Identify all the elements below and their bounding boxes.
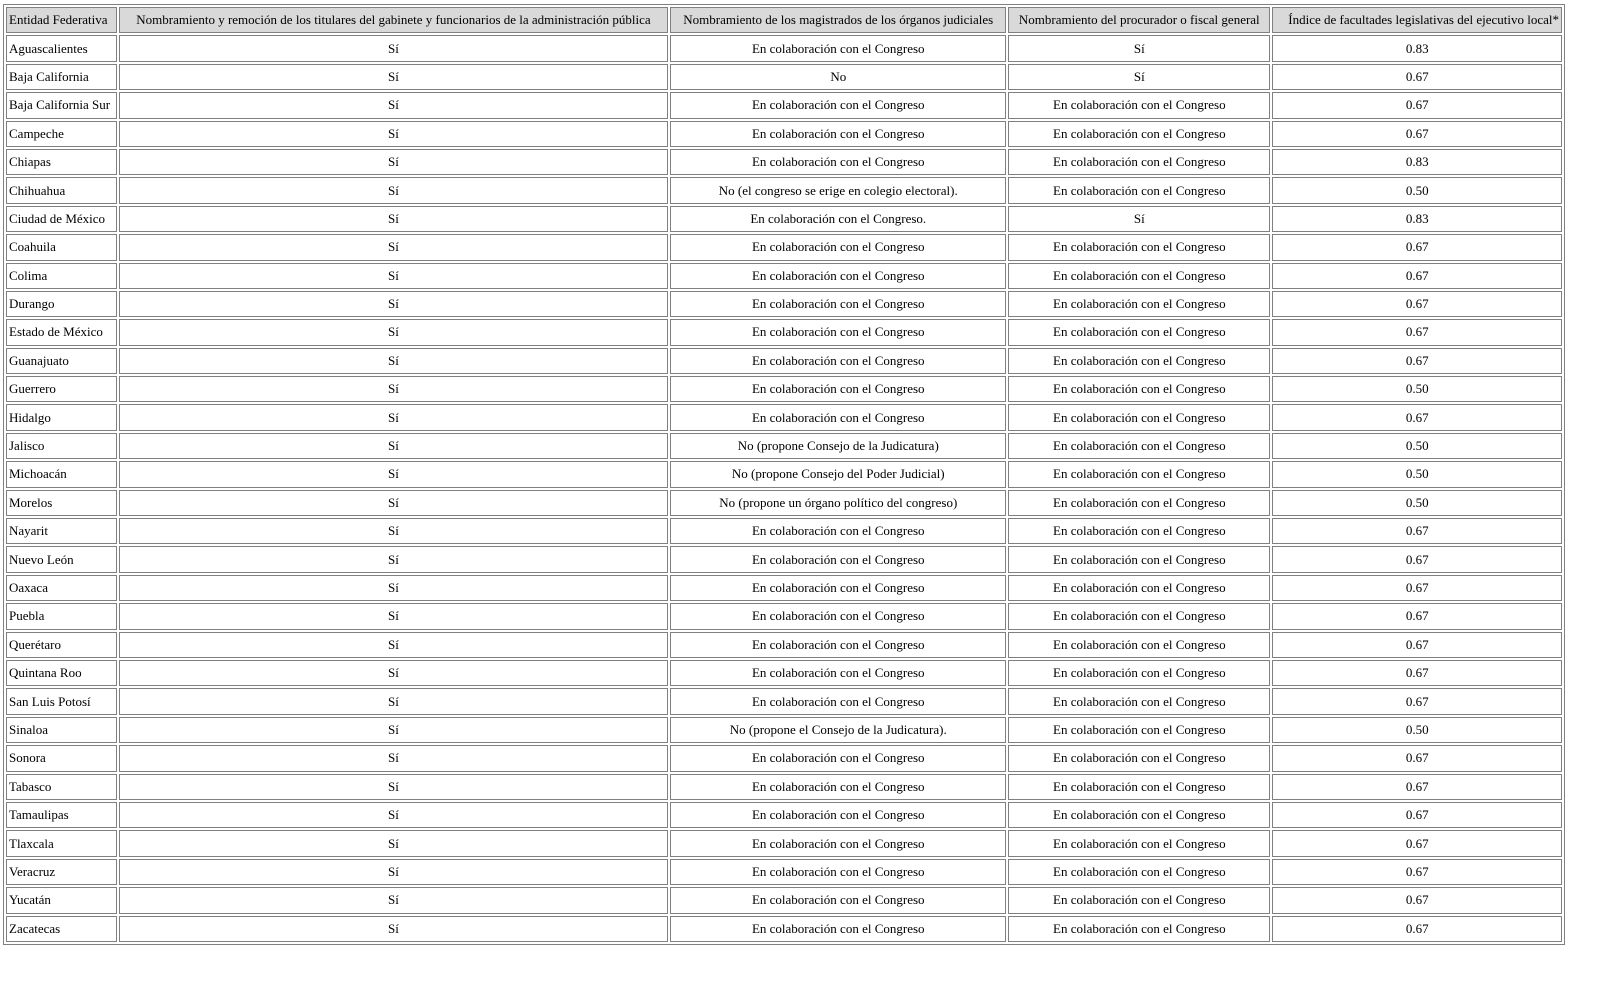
cell-magistrados: No (propone Consejo del Poder Judicial)	[670, 461, 1006, 487]
cell-entidad: Quintana Roo	[6, 660, 117, 686]
cell-indice: 0.67	[1272, 859, 1562, 885]
cell-indice: 0.67	[1272, 887, 1562, 913]
cell-gabinete: Sí	[119, 774, 669, 800]
header-row	[6, 7, 1562, 33]
cell-entidad: Coahuila	[6, 234, 117, 260]
cell-procurador: En colaboración con el Congreso	[1008, 376, 1270, 402]
cell-entidad: Tabasco	[6, 774, 117, 800]
cell-magistrados: En colaboración con el Congreso	[670, 234, 1006, 260]
table-row	[6, 887, 1562, 913]
cell-procurador: En colaboración con el Congreso	[1008, 802, 1270, 828]
cell-indice: 0.67	[1272, 603, 1562, 629]
cell-procurador: En colaboración con el Congreso	[1008, 348, 1270, 374]
cell-entidad: Durango	[6, 291, 117, 317]
cell-indice: 0.50	[1272, 717, 1562, 743]
cell-procurador: En colaboración con el Congreso	[1008, 916, 1270, 942]
cell-entidad: Ciudad de México	[6, 206, 117, 232]
cell-indice: 0.67	[1272, 660, 1562, 686]
cell-gabinete: Sí	[119, 376, 669, 402]
cell-procurador: En colaboración con el Congreso	[1008, 291, 1270, 317]
cell-indice: 0.50	[1272, 177, 1562, 203]
cell-procurador: En colaboración con el Congreso	[1008, 461, 1270, 487]
cell-gabinete: Sí	[119, 177, 669, 203]
cell-magistrados: En colaboración con el Congreso	[670, 660, 1006, 686]
cell-entidad: Veracruz	[6, 859, 117, 885]
cell-magistrados: En colaboración con el Congreso	[670, 376, 1006, 402]
cell-gabinete: Sí	[119, 263, 669, 289]
table-body	[6, 35, 1562, 942]
cell-entidad: Puebla	[6, 603, 117, 629]
cell-gabinete: Sí	[119, 206, 669, 232]
cell-magistrados: En colaboración con el Congreso	[670, 916, 1006, 942]
cell-entidad: Guanajuato	[6, 348, 117, 374]
cell-magistrados: En colaboración con el Congreso	[670, 575, 1006, 601]
cell-indice: 0.67	[1272, 64, 1562, 90]
cell-indice: 0.83	[1272, 206, 1562, 232]
cell-entidad: Chihuahua	[6, 177, 117, 203]
cell-entidad: Estado de México	[6, 319, 117, 345]
table-row	[6, 490, 1562, 516]
cell-procurador: En colaboración con el Congreso	[1008, 518, 1270, 544]
cell-procurador: En colaboración con el Congreso	[1008, 575, 1270, 601]
header-magistrados: Nombramiento de los magistrados de los órganos judiciales	[670, 7, 1006, 33]
cell-procurador: En colaboración con el Congreso	[1008, 546, 1270, 572]
table-container	[3, 4, 1565, 945]
cell-entidad: Hidalgo	[6, 404, 117, 430]
cell-gabinete: Sí	[119, 802, 669, 828]
cell-gabinete: Sí	[119, 319, 669, 345]
cell-entidad: Sinaloa	[6, 717, 117, 743]
cell-indice: 0.67	[1272, 830, 1562, 856]
table-row	[6, 149, 1562, 175]
table-row	[6, 745, 1562, 771]
cell-entidad: Baja California	[6, 64, 117, 90]
cell-gabinete: Sí	[119, 234, 669, 260]
cell-gabinete: Sí	[119, 688, 669, 714]
cell-procurador: En colaboración con el Congreso	[1008, 319, 1270, 345]
table-row	[6, 177, 1562, 203]
cell-magistrados: En colaboración con el Congreso	[670, 546, 1006, 572]
table-row	[6, 575, 1562, 601]
cell-entidad: Oaxaca	[6, 575, 117, 601]
cell-magistrados: En colaboración con el Congreso	[670, 404, 1006, 430]
cell-magistrados: En colaboración con el Congreso	[670, 121, 1006, 147]
cell-magistrados: En colaboración con el Congreso	[670, 291, 1006, 317]
cell-indice: 0.67	[1272, 404, 1562, 430]
cell-magistrados: No (el congreso se erige en colegio electoral).	[670, 177, 1006, 203]
cell-entidad: Tamaulipas	[6, 802, 117, 828]
cell-gabinete: Sí	[119, 35, 669, 61]
cell-indice: 0.83	[1272, 35, 1562, 61]
cell-gabinete: Sí	[119, 887, 669, 913]
cell-entidad: Aguascalientes	[6, 35, 117, 61]
table-row	[6, 433, 1562, 459]
facultades-table	[3, 4, 1565, 945]
table-row	[6, 688, 1562, 714]
cell-procurador: Sí	[1008, 35, 1270, 61]
table-row	[6, 263, 1562, 289]
table-row	[6, 802, 1562, 828]
cell-gabinete: Sí	[119, 745, 669, 771]
cell-indice: 0.67	[1272, 546, 1562, 572]
table-row	[6, 404, 1562, 430]
cell-procurador: En colaboración con el Congreso	[1008, 263, 1270, 289]
cell-magistrados: En colaboración con el Congreso.	[670, 206, 1006, 232]
header-gabinete: Nombramiento y remoción de los titulares del gabinete y funcionarios de la administración pública	[119, 7, 669, 33]
table-row	[6, 632, 1562, 658]
cell-magistrados: En colaboración con el Congreso	[670, 830, 1006, 856]
table-row	[6, 64, 1562, 90]
cell-entidad: Yucatán	[6, 887, 117, 913]
cell-procurador: En colaboración con el Congreso	[1008, 433, 1270, 459]
cell-entidad: Colima	[6, 263, 117, 289]
cell-indice: 0.67	[1272, 745, 1562, 771]
table-row	[6, 376, 1562, 402]
cell-magistrados: En colaboración con el Congreso	[670, 35, 1006, 61]
table-row	[6, 859, 1562, 885]
cell-procurador: En colaboración con el Congreso	[1008, 404, 1270, 430]
cell-magistrados: En colaboración con el Congreso	[670, 149, 1006, 175]
table-head	[6, 7, 1562, 33]
cell-procurador: En colaboración con el Congreso	[1008, 234, 1270, 260]
table-row	[6, 35, 1562, 61]
cell-indice: 0.67	[1272, 688, 1562, 714]
cell-gabinete: Sí	[119, 461, 669, 487]
cell-gabinete: Sí	[119, 64, 669, 90]
cell-gabinete: Sí	[119, 830, 669, 856]
table-row	[6, 916, 1562, 942]
cell-procurador: En colaboración con el Congreso	[1008, 717, 1270, 743]
table-row	[6, 774, 1562, 800]
cell-procurador: En colaboración con el Congreso	[1008, 887, 1270, 913]
cell-magistrados: En colaboración con el Congreso	[670, 688, 1006, 714]
cell-gabinete: Sí	[119, 149, 669, 175]
cell-entidad: Jalisco	[6, 433, 117, 459]
cell-entidad: Guerrero	[6, 376, 117, 402]
cell-gabinete: Sí	[119, 404, 669, 430]
cell-indice: 0.67	[1272, 92, 1562, 118]
cell-indice: 0.50	[1272, 490, 1562, 516]
cell-entidad: San Luis Potosí	[6, 688, 117, 714]
cell-procurador: En colaboración con el Congreso	[1008, 121, 1270, 147]
cell-magistrados: No (propone un órgano político del congreso)	[670, 490, 1006, 516]
cell-indice: 0.50	[1272, 376, 1562, 402]
cell-entidad: Sonora	[6, 745, 117, 771]
cell-entidad: Baja California Sur	[6, 92, 117, 118]
table-row	[6, 206, 1562, 232]
cell-magistrados: En colaboración con el Congreso	[670, 802, 1006, 828]
table-row	[6, 518, 1562, 544]
cell-gabinete: Sí	[119, 575, 669, 601]
cell-entidad: Zacatecas	[6, 916, 117, 942]
cell-indice: 0.67	[1272, 263, 1562, 289]
cell-indice: 0.67	[1272, 518, 1562, 544]
cell-gabinete: Sí	[119, 433, 669, 459]
cell-procurador: En colaboración con el Congreso	[1008, 688, 1270, 714]
cell-entidad: Querétaro	[6, 632, 117, 658]
cell-indice: 0.50	[1272, 433, 1562, 459]
header-indice: Índice de facultades legislativas del ejecutivo local*	[1272, 7, 1562, 33]
cell-indice: 0.67	[1272, 121, 1562, 147]
cell-gabinete: Sí	[119, 717, 669, 743]
table-row	[6, 234, 1562, 260]
cell-procurador: En colaboración con el Congreso	[1008, 745, 1270, 771]
cell-gabinete: Sí	[119, 291, 669, 317]
cell-entidad: Tlaxcala	[6, 830, 117, 856]
table-row	[6, 92, 1562, 118]
cell-procurador: En colaboración con el Congreso	[1008, 830, 1270, 856]
cell-indice: 0.67	[1272, 916, 1562, 942]
cell-procurador: Sí	[1008, 206, 1270, 232]
cell-entidad: Nayarit	[6, 518, 117, 544]
cell-gabinete: Sí	[119, 348, 669, 374]
cell-magistrados: En colaboración con el Congreso	[670, 859, 1006, 885]
table-row	[6, 660, 1562, 686]
cell-indice: 0.50	[1272, 461, 1562, 487]
cell-magistrados: En colaboración con el Congreso	[670, 603, 1006, 629]
cell-magistrados: En colaboración con el Congreso	[670, 745, 1006, 771]
table-row	[6, 830, 1562, 856]
header-procurador: Nombramiento del procurador o fiscal general	[1008, 7, 1270, 33]
cell-magistrados: En colaboración con el Congreso	[670, 887, 1006, 913]
cell-indice: 0.67	[1272, 291, 1562, 317]
cell-procurador: En colaboración con el Congreso	[1008, 490, 1270, 516]
cell-magistrados: No (propone Consejo de la Judicatura)	[670, 433, 1006, 459]
cell-procurador: En colaboración con el Congreso	[1008, 177, 1270, 203]
cell-gabinete: Sí	[119, 859, 669, 885]
cell-magistrados: En colaboración con el Congreso	[670, 774, 1006, 800]
cell-indice: 0.83	[1272, 149, 1562, 175]
table-row	[6, 348, 1562, 374]
table-row	[6, 319, 1562, 345]
table-row	[6, 717, 1562, 743]
cell-gabinete: Sí	[119, 546, 669, 572]
table-row	[6, 291, 1562, 317]
cell-procurador: En colaboración con el Congreso	[1008, 603, 1270, 629]
cell-gabinete: Sí	[119, 660, 669, 686]
cell-magistrados: No	[670, 64, 1006, 90]
table-row	[6, 461, 1562, 487]
cell-gabinete: Sí	[119, 632, 669, 658]
cell-indice: 0.67	[1272, 774, 1562, 800]
table-row	[6, 121, 1562, 147]
cell-indice: 0.67	[1272, 348, 1562, 374]
cell-indice: 0.67	[1272, 632, 1562, 658]
cell-magistrados: No (propone el Consejo de la Judicatura).	[670, 717, 1006, 743]
cell-gabinete: Sí	[119, 603, 669, 629]
cell-magistrados: En colaboración con el Congreso	[670, 348, 1006, 374]
cell-entidad: Chiapas	[6, 149, 117, 175]
cell-magistrados: En colaboración con el Congreso	[670, 518, 1006, 544]
cell-indice: 0.67	[1272, 802, 1562, 828]
cell-magistrados: En colaboración con el Congreso	[670, 632, 1006, 658]
cell-indice: 0.67	[1272, 575, 1562, 601]
cell-procurador: En colaboración con el Congreso	[1008, 149, 1270, 175]
cell-procurador: En colaboración con el Congreso	[1008, 92, 1270, 118]
cell-gabinete: Sí	[119, 121, 669, 147]
cell-gabinete: Sí	[119, 92, 669, 118]
cell-procurador: En colaboración con el Congreso	[1008, 660, 1270, 686]
cell-entidad: Morelos	[6, 490, 117, 516]
cell-indice: 0.67	[1272, 234, 1562, 260]
header-entidad: Entidad Federativa	[6, 7, 117, 33]
cell-magistrados: En colaboración con el Congreso	[670, 263, 1006, 289]
cell-entidad: Nuevo León	[6, 546, 117, 572]
cell-procurador: Sí	[1008, 64, 1270, 90]
cell-indice: 0.67	[1272, 319, 1562, 345]
table-row	[6, 546, 1562, 572]
cell-gabinete: Sí	[119, 518, 669, 544]
cell-gabinete: Sí	[119, 916, 669, 942]
cell-entidad: Campeche	[6, 121, 117, 147]
cell-procurador: En colaboración con el Congreso	[1008, 774, 1270, 800]
table-row	[6, 603, 1562, 629]
cell-magistrados: En colaboración con el Congreso	[670, 319, 1006, 345]
cell-entidad: Michoacán	[6, 461, 117, 487]
cell-procurador: En colaboración con el Congreso	[1008, 859, 1270, 885]
cell-magistrados: En colaboración con el Congreso	[670, 92, 1006, 118]
cell-procurador: En colaboración con el Congreso	[1008, 632, 1270, 658]
cell-gabinete: Sí	[119, 490, 669, 516]
